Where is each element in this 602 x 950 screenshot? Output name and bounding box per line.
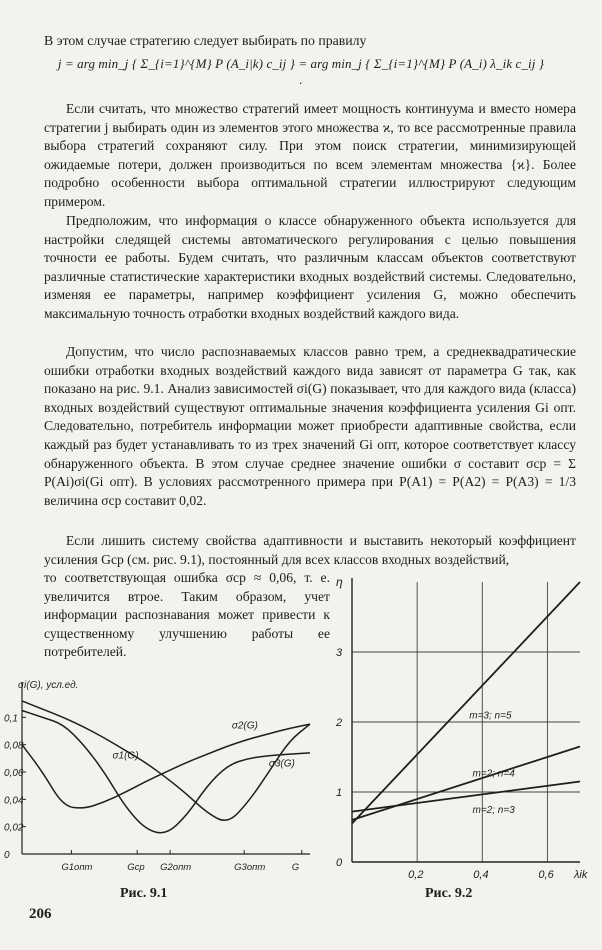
fig1-ytick-label: 0,06 xyxy=(4,768,24,779)
fig1-series-1 xyxy=(22,724,310,808)
fig1-xtick-label: G3опт xyxy=(234,862,266,873)
fig1-series-label: σ2(G) xyxy=(231,720,258,732)
fig1-plot xyxy=(4,680,310,873)
fig2-xtick-label: 0,4 xyxy=(473,869,489,881)
formula-text: j = arg min_j { Σ_{i=1}^{M} P (A_i|k) c_ij } = arg min_j { Σ_{i=1}^{M} P (A_i) λ_ik c_ij } . xyxy=(57,56,545,87)
paragraph-4b: то соответствующая ошибка σср ≈ 0,06, т. е. увеличится втрое. Таким образом, учет информации распознавания может привести к существенному улучшению работы ее потребителей. xyxy=(44,570,330,660)
formula xyxy=(56,52,556,94)
fig2-xlabel: λik xyxy=(574,869,588,881)
paragraph-3: Допустим, что число распознаваемых классов равно трем, а среднеквадратические ошибки отработки входных воздействий каждого вида зависят от параметра G так, как показано на рис. 9.1. Анализ зависимостей σi(G) показывает, что для каждого вида (класса) входных воздействий существуют оптимальные значения коэффициента усиления Gi опт. Следовательно, потребитель информации может приобрести адаптивные свойства, если каждый раз будет устанавливать то из трех значений Gi опт, которое соответствует классу обнаруженного объекта. В этом случае среднее значение ошибки σ составит σср = Σ P(Ai)σi(Gi опт). В условиях рассмотренного примера при P(A1) = P(A2) = P(A3) = 1/3 величина σср составит 0,02. xyxy=(44,344,576,508)
fig1-ytick-label: 0 xyxy=(4,850,10,861)
fig2-series-label: m=3; n=5 xyxy=(469,710,512,722)
fig2-ytick-label: 0 xyxy=(336,857,343,869)
fig1-series-label: σ3(G) xyxy=(268,758,295,770)
figure-9-2 xyxy=(330,570,602,890)
fig2-series-label: m=2; n=4 xyxy=(472,768,515,780)
fig1-series-3 xyxy=(22,701,310,820)
fig2-ytick-label: 3 xyxy=(336,647,343,659)
fig2-ytick-label: 2 xyxy=(336,717,343,729)
fig1-ytick-label: 0,02 xyxy=(4,822,24,834)
fig2-series-label: m=2; n=3 xyxy=(472,805,515,816)
fig2-series-2 xyxy=(352,747,580,821)
intro-line: В этом случае стратегию следует выбирать по правилу xyxy=(44,33,367,48)
fig2-xtick-label: 0,6 xyxy=(538,869,554,881)
figure-9-1 xyxy=(0,670,330,885)
fig1-xtick-label: Gср xyxy=(127,862,145,873)
fig2-xtick-label: 0,2 xyxy=(408,869,424,881)
fig1-xtick-label: G xyxy=(291,862,300,873)
fig1-xtick-label: G2опт xyxy=(160,862,192,873)
fig2-plot xyxy=(335,575,588,881)
caption-fig-9-1: Рис. 9.1 xyxy=(120,886,168,901)
page-number: 206 xyxy=(29,906,52,922)
fig1-series-label: σ1(G) xyxy=(112,750,139,762)
fig1-xtick-label: G1опт xyxy=(61,862,93,873)
fig1-ytick-label: 0,1 xyxy=(4,713,18,725)
fig1-ylabel: σi(G), усл.ед. xyxy=(18,680,79,691)
fig1-ytick-label: 0,04 xyxy=(4,795,24,807)
fig2-y-arrow-label: η xyxy=(336,575,343,589)
fig1-ytick-label: 0,08 xyxy=(4,740,24,752)
paragraph-2: Предположим, что информация о классе обнаруженного объекта используется для настройки следящей системы автоматического регулирования с целью повышения точности ее работы. Будем считать, что различным классам объектов соответствуют различные статистические характеристики входных воздействий системы. Следовательно, изменяя ее параметры, например коэффициент усиления G, можно обеспечить максимальную точность отработки входных воздействий каждого вида. xyxy=(44,213,576,321)
paragraph-4a: Если лишить систему свойства адаптивности и выставить некоторый коэффициент усиления Gср (см. рис. 9.1), постоянный для всех классов входных воздействий, xyxy=(44,533,576,567)
fig2-ytick-label: 1 xyxy=(336,787,343,799)
caption-fig-9-2: Рис. 9.2 xyxy=(425,886,473,901)
fig2-series-1 xyxy=(352,582,580,824)
paragraph-1: Если считать, что множество стратегий имеет мощность континуума и вместо номера стратегии j выбирать один из элементов этого множества ϰ, то все рассмотренные правила выбора стратегий сохраняют силу. При этом поиск стратегии, минимизирующей ожидаемые потери, должен производиться по всем элементам множества {ϰ}. Более подробно особенности выбора оптимальной стратегии иллюстрируют следующим примером. xyxy=(44,101,576,209)
